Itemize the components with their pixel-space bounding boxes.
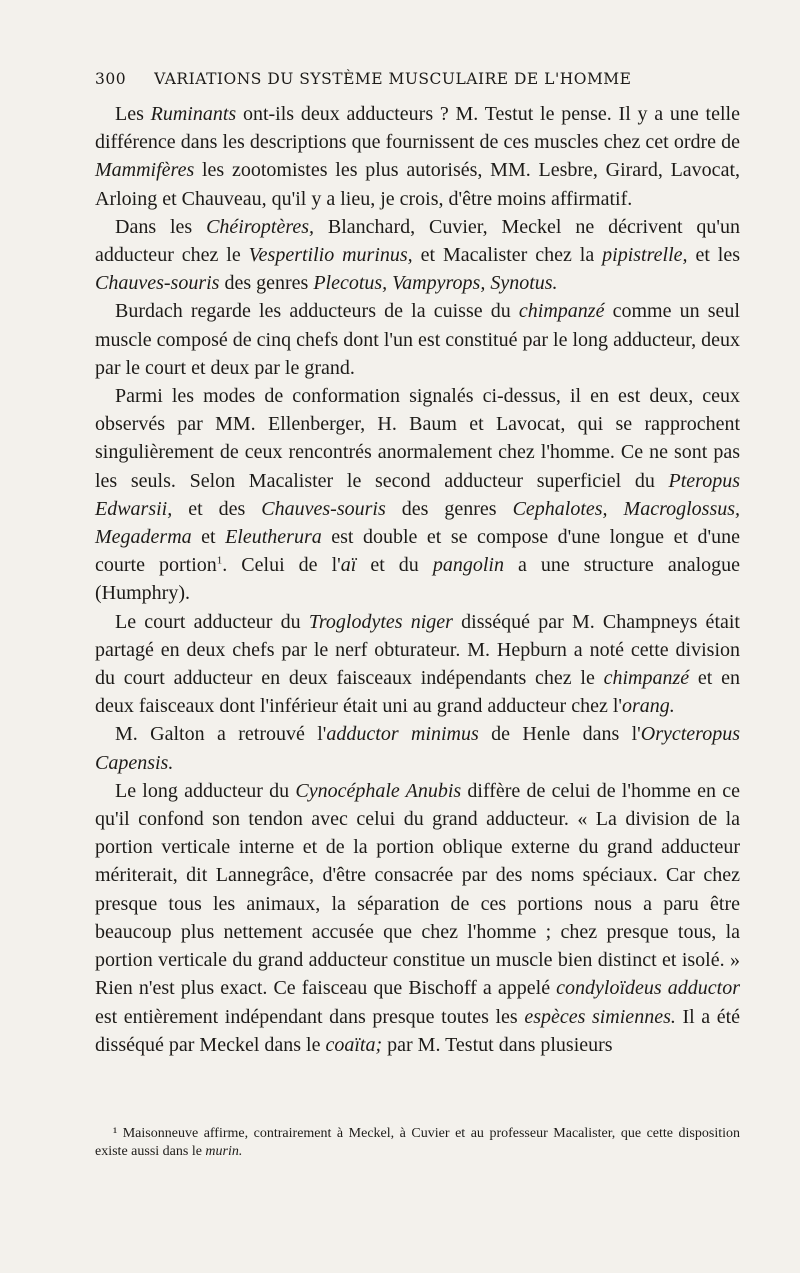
paragraph: Le court adducteur du Troglodytes niger disséqué par M. Champneys était partagé en deux chefs par le nerf obturateur. M. Hepburn a noté cette division du court adducteur en deux faisceaux indépendants chez le chimpanzé et en deux faisceaux dont l'inférieur était uni au grand adducteur chez l'orang. [95,610,740,718]
running-header [95,70,740,88]
italic-term: espèces simiennes. [524,1005,676,1028]
italic-term: pangolin [432,554,504,577]
italic-term: Chauves-souris [95,272,220,295]
italic-term: Chauves-souris [261,497,386,520]
running-title: VARIATIONS DU SYSTÈME MUSCULAIRE DE L'HOMME [154,70,632,88]
footnote [95,1125,740,1161]
italic-term: Mammifères [95,159,195,182]
italic-term: Cephalotes, Macroglossus, Megaderma [95,497,741,549]
italic-term: Orycteropus Capensis. [95,723,741,774]
italic-term: murin. [205,1144,243,1159]
italic-term: Ruminants [150,103,237,125]
paragraph: Burdach regarde les adducteurs de la cuisse du chimpanzé comme un seul muscle composé de cinq chefs dont l'un est constitué par le long adducteur, deux par le court et deux par le grand. [95,300,740,379]
italic-term: adductor minimus [326,723,479,746]
page-number: 300 [95,70,127,88]
italic-term: condyloïdeus adductor [556,977,740,1000]
footnote-text: ¹ Maisonneuve affirme, contrairement à Meckel, à Cuvier et au professeur Macalister, que cette disposition existe aussi dans le murin. [95,1126,740,1159]
italic-term: pipistrelle, [602,244,688,267]
italic-term: Chéiroptères, [206,215,315,238]
italic-term: Eleutherura [225,526,322,549]
paragraph: Les Ruminants ont-ils deux adducteurs ? M. Testut le pense. Il y a une telle différence dans les descriptions que fournissent de ces muscles chez cet ordre de Mammifères les zootomistes les plus autorisés, MM. Lesbre, Girard, Lavocat, Arloing et Chauveau, qu'il y a lieu, je crois, d'être moins affirmatif. [95,103,740,210]
italic-term: Troglodytes niger [308,610,453,633]
italic-term: aï [340,554,357,577]
italic-term: Cynocéphale Anubis [295,779,462,802]
italic-term: chimpanzé [603,667,690,690]
paragraph: Parmi les modes de conformation signalés ci-dessus, il en est deux, ceux observés par MM. Ellenberger, H. Baum et Lavocat, qui se rapprochent singulièrement de ceux rencontrés anormalement chez l'homme. Ce ne sont pas les seuls. Selon Macalister le second adducteur superficiel du Pteropus Edwarsii, et des Chauves-souris des genres Cephalotes, Macroglossus, Megaderma et Eleutherura est double et se compose d'une longue et d'une courte portion$^1$. Celui de l'aï et du pangolin a une structure analogue (Humphry). [95,385,741,605]
italic-term: Plecotus, Vampyrops, Synotus. [313,272,558,295]
italic-term: coaïta; [325,1033,383,1056]
paragraph: Dans les Chéiroptères, Blanchard, Cuvier, Meckel ne décrivent qu'un adducteur chez le Vespertilio murinus, et Macalister chez la pipistrelle, et les Chauves-souris des genres Plecotus, Vampyrops, Synotus. [95,215,741,295]
italic-term: Vespertilio murinus, [248,244,413,267]
italic-term: chimpanzé [518,300,605,323]
footnote-marker: 1 [216,554,223,567]
paragraph: Le long adducteur du Cynocéphale Anubis diffère de celui de l'homme en ce qu'il confond son tendon avec celui du grand adducteur. « La division de la portion verticale interne et de la portion oblique externe du grand adducteur mériterait, dit Lannegrâce, d'être consacrée par des noms spéciaux. Car chez presque tous les animaux, la séparation de ces portions nous a paru être beaucoup plus nettement accusée que chez l'homme ; chez presque tous, la portion verticale du grand adducteur constitue un muscle bien distinct et isolé. » Rien n'est plus exact. Ce faisceau que Bischoff a appelé condyloïdeus adductor est entièrement indépendant dans presque toutes les espèces simiennes. Il a été disséqué par Meckel dans le coaïta; par M. Testut dans plusieurs [95,779,741,1056]
italic-term: Pteropus Edwarsii, [95,469,740,520]
paragraph: M. Galton a retrouvé l'adductor minimus de Henle dans l'Orycteropus Capensis. [95,723,741,774]
body-text [95,100,740,1059]
italic-term: orang. [621,695,675,718]
